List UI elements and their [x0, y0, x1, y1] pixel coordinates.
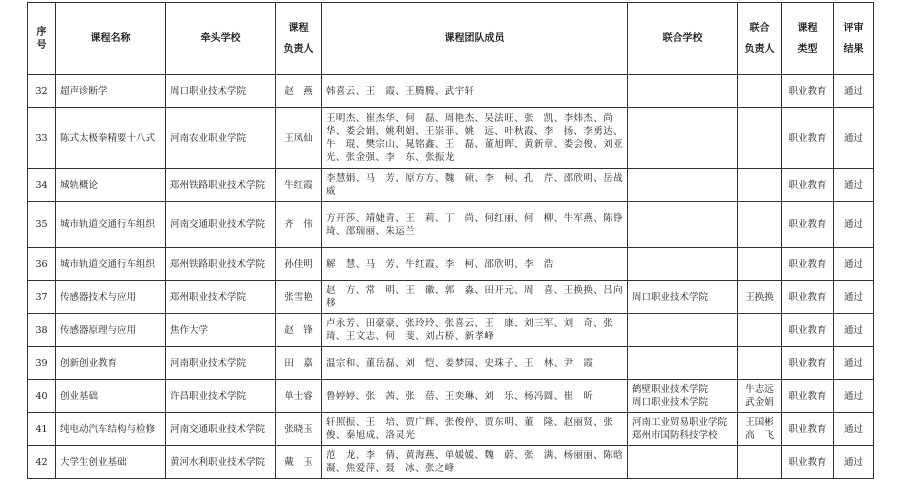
table-row	[28, 413, 874, 446]
review-result: 通过	[834, 169, 874, 202]
review-result: 通过	[834, 380, 874, 413]
review-result: 通过	[834, 75, 874, 108]
course-lead: 戴 玉	[276, 446, 322, 479]
header-no: 序号	[28, 3, 56, 75]
row-no: 39	[28, 347, 56, 380]
header-result-line2: 结果	[843, 43, 864, 55]
row-no: 37	[28, 281, 56, 314]
team-members: 李慧娟、马 芳、原方方、魏 硕、李 柯、孔 芹、邵欣明、岳战威	[322, 169, 628, 202]
lead-school: 郑州铁路职业技术学院	[166, 248, 276, 281]
lead-school: 河南农业职业学院	[166, 108, 276, 169]
joint-school-name: 河南工业贸易职业学院	[632, 417, 728, 428]
header-result	[834, 3, 874, 75]
course-type: 职业教育	[782, 248, 834, 281]
joint-lead-name: 高 飞	[745, 430, 774, 441]
joint-school	[628, 169, 738, 202]
joint-lead	[738, 347, 782, 380]
lead-school: 焦作大学	[166, 314, 276, 347]
joint-school-name: 周口职业技术学院	[632, 397, 709, 408]
joint-lead	[738, 248, 782, 281]
joint-school	[628, 413, 738, 446]
joint-lead	[738, 413, 782, 446]
review-result: 通过	[834, 314, 874, 347]
header-members: 课程团队成员	[322, 3, 628, 75]
joint-school	[628, 314, 738, 347]
lead-school: 河南交通职业技术学院	[166, 202, 276, 248]
table-row	[28, 380, 874, 413]
table-row	[28, 446, 874, 479]
team-members: 鲁婷婷、张 茜、张 蓓、王奕琳、刘 乐、杨冯圆、崔 昕	[322, 380, 628, 413]
course-name: 创业基础	[56, 380, 166, 413]
joint-lead-name: 武金娟	[745, 397, 774, 408]
course-type: 职业教育	[782, 347, 834, 380]
review-result: 通过	[834, 446, 874, 479]
joint-lead	[738, 169, 782, 202]
header-course-type-line2: 类型	[797, 43, 818, 55]
course-name: 创新创业教育	[56, 347, 166, 380]
joint-school-name: 郑州市国防科技学校	[632, 430, 718, 441]
course-type: 职业教育	[782, 169, 834, 202]
table-row	[28, 169, 874, 202]
team-members: 解 慧、马 芳、牛红霞、李 柯、邵欣明、李 浩	[322, 248, 628, 281]
joint-lead	[738, 202, 782, 248]
review-result: 通过	[834, 413, 874, 446]
row-no: 42	[28, 446, 56, 479]
team-members: 轩照振、王 培、贾广辉、张俊停、贾东明、董 隆、赵丽贤、张 俊、秦旭成、洛灵光	[322, 413, 628, 446]
header-course-type	[782, 3, 834, 75]
joint-lead-name: 王国彬	[745, 417, 774, 428]
header-lead-school: 牵头学校	[166, 3, 276, 75]
lead-school: 黄河水利职业技术学院	[166, 446, 276, 479]
joint-lead	[738, 380, 782, 413]
course-name: 陈式太极拳精要十八式	[56, 108, 166, 169]
course-lead: 孙佳明	[276, 248, 322, 281]
lead-school: 周口职业技术学院	[166, 75, 276, 108]
team-members: 赵 方、常 明、王 徽、郭 淼、田开元、周 喜、王换换、吕向移	[322, 281, 628, 314]
joint-school	[628, 347, 738, 380]
table-row	[28, 347, 874, 380]
joint-school	[628, 202, 738, 248]
lead-school: 河南职业技术学院	[166, 347, 276, 380]
lead-school: 河南交通职业技术学院	[166, 413, 276, 446]
joint-lead	[738, 314, 782, 347]
course-lead: 齐 伟	[276, 202, 322, 248]
joint-lead	[738, 446, 782, 479]
review-result: 通过	[834, 202, 874, 248]
course-lead: 单士睿	[276, 380, 322, 413]
course-type: 职业教育	[782, 380, 834, 413]
course-name: 纯电动汽车结构与检修	[56, 413, 166, 446]
lead-school: 许昌职业技术学院	[166, 380, 276, 413]
course-name: 城市轨道交通行车组织	[56, 248, 166, 281]
joint-school	[628, 281, 738, 314]
joint-school	[628, 75, 738, 108]
table-row	[28, 248, 874, 281]
course-type: 职业教育	[782, 75, 834, 108]
course-name: 城轨概论	[56, 169, 166, 202]
course-type: 职业教育	[782, 202, 834, 248]
course-lead: 赵 锋	[276, 314, 322, 347]
table-row	[28, 202, 874, 248]
joint-school	[628, 108, 738, 169]
joint-lead-name: 牛志远	[745, 384, 774, 395]
course-name: 城市轨道交通行车组织	[56, 202, 166, 248]
header-joint-lead-line1: 联合	[749, 22, 770, 34]
joint-school	[628, 380, 738, 413]
joint-school	[628, 446, 738, 479]
team-members: 韩喜云、王 霞、王腾腾、武宇轩	[322, 75, 628, 108]
header-result-line1: 评审	[843, 22, 864, 34]
header-joint-lead-line2: 负责人	[744, 43, 775, 55]
document-page	[27, 2, 873, 479]
joint-school-name: 周口职业技术学院	[632, 291, 709, 303]
row-no: 38	[28, 314, 56, 347]
review-result: 通过	[834, 108, 874, 169]
row-no: 33	[28, 108, 56, 169]
row-no: 40	[28, 380, 56, 413]
row-no: 35	[28, 202, 56, 248]
joint-lead	[738, 75, 782, 108]
row-no: 34	[28, 169, 56, 202]
header-joint-lead	[738, 3, 782, 75]
team-members: 王明杰、崔杰华、何 磊、周艳杰、吴法旺、张 凯、李炜杰、尚 华、娄会娟、姚利娟、王崇菲、姚 远、叶秋霞、李 扬、李勇达、牛 琨、樊宗山、晁铭鑫、王 磊、董旭晖、黄新章、娄会俊、刘亚光、张金强、李 东、张振龙	[322, 108, 628, 169]
row-no: 32	[28, 75, 56, 108]
table-row	[28, 75, 874, 108]
lead-school: 郑州铁路职业技术学院	[166, 169, 276, 202]
review-result: 通过	[834, 281, 874, 314]
joint-lead	[738, 281, 782, 314]
team-members: 卢永芳、田豪豪、张玲玲、张喜云、王 康、刘三军、刘 奇、张 琦、王文志、何 斐、刘占桥、新孝峰	[322, 314, 628, 347]
joint-lead-name: 王换换	[745, 291, 774, 303]
course-type: 职业教育	[782, 108, 834, 169]
course-review-table	[27, 2, 874, 479]
row-no: 41	[28, 413, 56, 446]
course-type: 职业教育	[782, 413, 834, 446]
course-lead: 赵 燕	[276, 75, 322, 108]
team-members: 温宗和、董岳磊、刘 恺、姜梦园、史珠子、王 林、尹 霞	[322, 347, 628, 380]
header-course-name: 课程名称	[56, 3, 166, 75]
course-name: 传感器原理与应用	[56, 314, 166, 347]
joint-school-name: 鹤壁职业技术学院	[632, 384, 709, 395]
course-name: 大学生创业基础	[56, 446, 166, 479]
course-name: 超声诊断学	[56, 75, 166, 108]
joint-lead	[738, 108, 782, 169]
table-row	[28, 314, 874, 347]
table-header-row	[28, 3, 874, 75]
course-lead: 王凤仙	[276, 108, 322, 169]
table-row	[28, 281, 874, 314]
header-course-lead	[276, 3, 322, 75]
team-members: 范 龙、李 倩、黄海燕、单媛媛、魏 蔚、张 满、杨丽丽、陈晗凝、焦爱萍、聂 冰、张之峰	[322, 446, 628, 479]
row-no: 36	[28, 248, 56, 281]
header-joint-school: 联合学校	[628, 3, 738, 75]
course-lead: 牛红霞	[276, 169, 322, 202]
course-type: 职业教育	[782, 281, 834, 314]
course-type: 职业教育	[782, 314, 834, 347]
lead-school: 郑州职业技术学院	[166, 281, 276, 314]
review-result: 通过	[834, 248, 874, 281]
course-type: 职业教育	[782, 446, 834, 479]
course-lead: 田 嘉	[276, 347, 322, 380]
header-course-lead-line2: 负责人	[283, 43, 314, 55]
course-name: 传感器技术与应用	[56, 281, 166, 314]
table-row	[28, 108, 874, 169]
header-course-type-line1: 课程	[797, 22, 818, 34]
review-result: 通过	[834, 347, 874, 380]
joint-school	[628, 248, 738, 281]
team-members: 方开莎、靖婕青、王 莉、丁 尚、何红丽、何 柳、牛军燕、陈铮琦、邵瑞丽、朱运兰	[322, 202, 628, 248]
header-course-lead-line1: 课程	[288, 22, 309, 34]
course-lead: 张雪艳	[276, 281, 322, 314]
course-lead: 张晓玉	[276, 413, 322, 446]
